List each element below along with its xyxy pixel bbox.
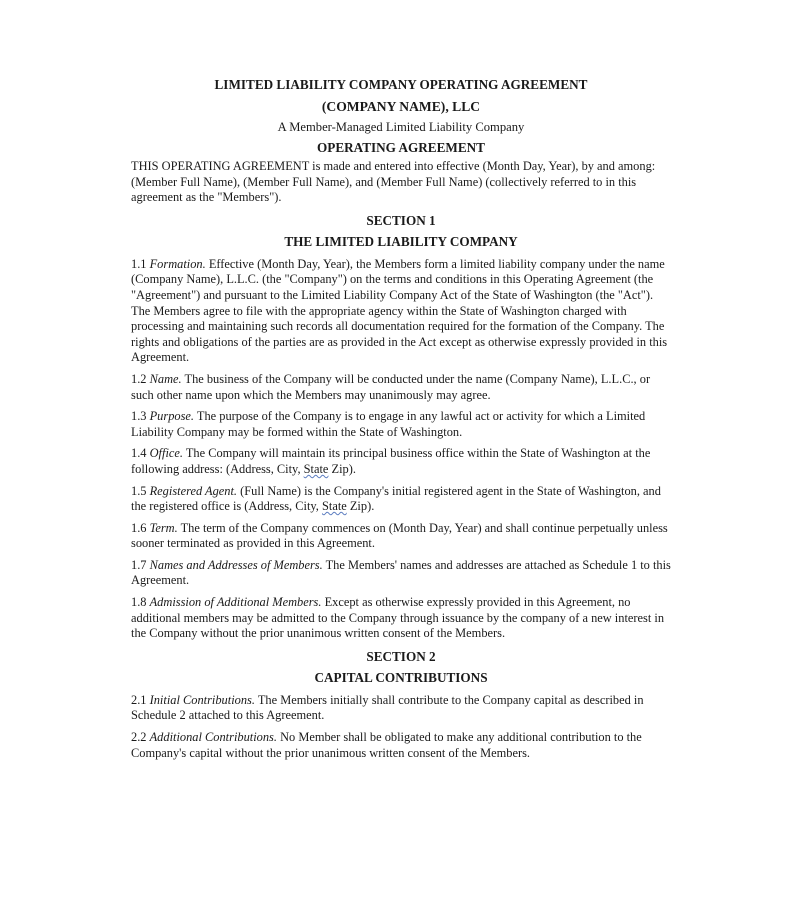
clause-text: Effective (Month Day, Year), the Members form a limited liability company under the name (Company Name), L.L.C. (the "Company") on the terms and conditions in this Operating Agreement (the "Agreement") and pursuant to the Limited Liability Company Act of the State of Washington (the "Act"). The Members agree to file with the appropriate agency within the State of Washington charged with processing and maintaining such records all documentation required for the formation of the Company. The rights and obligations of the parties are as provided in the Act except as otherwise expressly provided in this Agreement.	[131, 256, 668, 365]
spellcheck-marked-word: State	[321, 499, 347, 514]
clause-2-1	[131, 693, 671, 724]
clause-text-end: Zip).	[346, 499, 375, 514]
clause-1-3	[131, 409, 671, 440]
section-1-number: SECTION 1	[366, 212, 436, 228]
clause-1-1	[131, 257, 671, 366]
spellcheck-marked-word: State	[303, 461, 329, 476]
clause-1-4	[131, 446, 671, 477]
clause-1-2	[131, 372, 671, 403]
clause-text: The Members initially shall contribute to the Company capital as described in Schedule 2 attached to this Agreement.	[131, 692, 644, 723]
clause-number: 2.2	[131, 730, 147, 745]
clause-1-5	[131, 484, 671, 515]
clause-term: Term.	[149, 520, 178, 535]
clause-term: Initial Contributions.	[149, 692, 255, 707]
document-title: LIMITED LIABILITY COMPANY OPERATING AGREEMENT	[214, 77, 588, 92]
clause-text: The purpose of the Company is to engage in any lawful act or activity for which a Limited Liability Company may be formed within the State of Washington.	[131, 409, 646, 439]
clause-number: 1.5	[131, 483, 147, 498]
clause-number: 1.2	[131, 371, 147, 386]
clause-number: 1.8	[131, 595, 147, 610]
clause-term: Additional Contributions.	[149, 730, 277, 745]
clause-text-end: Zip).	[328, 461, 356, 476]
clause-term: Name.	[149, 371, 182, 386]
clause-text: The Company will maintain its principal business office within the State of Washington at the following address: (Address, City,	[131, 446, 651, 476]
clause-1-8	[131, 595, 671, 642]
section-2-title: CAPITAL CONTRIBUTIONS	[314, 669, 488, 685]
agreement-heading: OPERATING AGREEMENT	[317, 140, 485, 155]
clause-number: 1.4	[131, 446, 147, 461]
clause-text: No Member shall be obligated to make any additional contribution to the Company's capital without the prior unanimous written consent of the Members.	[131, 730, 642, 760]
section-2-number: SECTION 2	[366, 648, 436, 664]
clause-text: Except as otherwise expressly provided in this Agreement, no additional members may be admitted to the Company through issuance by the company of a new interest in the Company without the prior unanimous written consent of the Members.	[131, 595, 665, 641]
clause-term: Formation.	[149, 256, 206, 271]
clause-term: Names and Addresses of Members.	[149, 557, 323, 572]
clause-term: Registered Agent.	[149, 483, 238, 498]
document-subtitle: A Member-Managed Limited Liability Company	[277, 120, 525, 134]
clause-number: 1.3	[131, 409, 147, 424]
clause-number: 1.1	[131, 256, 147, 271]
intro-paragraph: THIS OPERATING AGREEMENT is made and entered into effective (Month Day, Year), by and among: (Member Full Name), (Member Full Name), and (Member Full Name) (collectively referred to in this agreement as the "Members").	[131, 159, 656, 205]
section-1-title: THE LIMITED LIABILITY COMPANY	[284, 233, 518, 249]
clause-1-7	[131, 558, 671, 589]
clause-text: The term of the Company commences on (Month Day, Year) and shall continue perpetually unless sooner terminated as provided in this Agreement.	[131, 520, 668, 551]
clause-1-6	[131, 521, 671, 552]
company-name-line: (COMPANY NAME), LLC	[321, 99, 481, 114]
clause-number: 1.6	[131, 520, 147, 535]
clause-number: 2.1	[131, 692, 147, 707]
clause-text: The business of the Company will be conducted under the name (Company Name), L.L.C., or such other name upon which the Members may unanimously may agree.	[131, 371, 651, 402]
clause-number: 1.7	[131, 557, 147, 572]
clause-2-2	[131, 730, 671, 761]
clause-text: The Members' names and addresses are attached as Schedule 1 to this Agreement.	[131, 557, 671, 588]
document-page	[131, 76, 671, 767]
clause-text: (Full Name) is the Company's initial registered agent in the State of Washington, and the registered office is (Address, City,	[131, 483, 661, 514]
clause-term: Office.	[149, 446, 183, 461]
clause-term: Purpose.	[149, 409, 195, 424]
clause-term: Admission of Additional Members.	[149, 595, 322, 610]
